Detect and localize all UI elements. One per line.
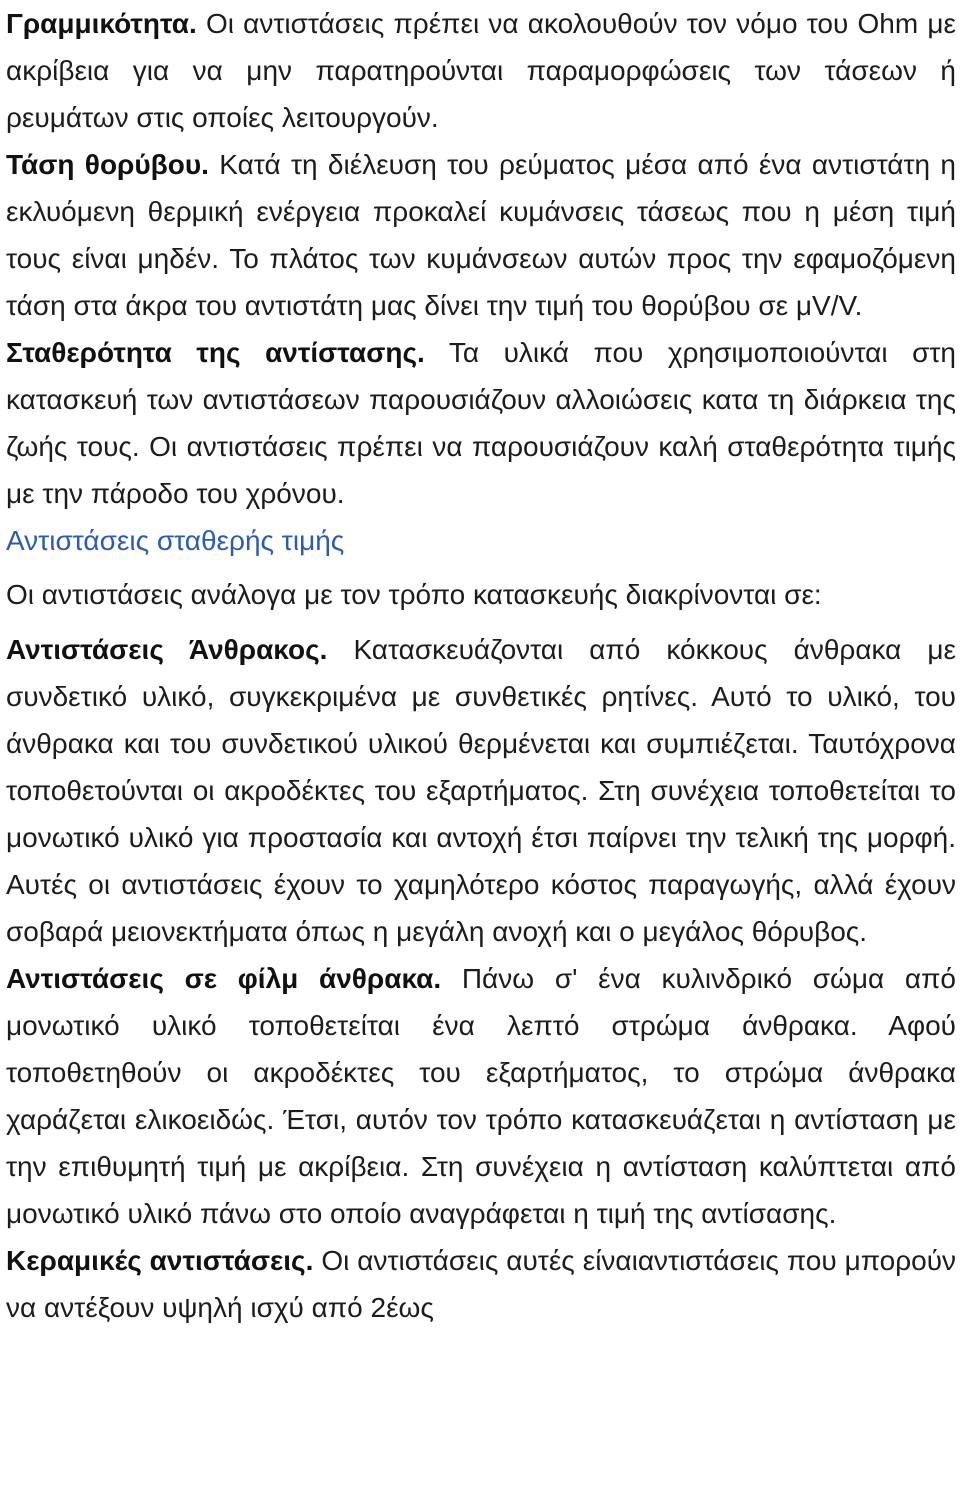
- heading-noise-voltage: Τάση θορύβου.: [6, 149, 209, 180]
- text-carbon-film: Πάνω σ' ένα κυλινδρικό σώμα από μονωτικό υλικό τοποθετείται ένα λεπτό στρώμα άνθρακα. Αφού τοποθετηθούν οι ακροδέκτες του εξαρτήματος, το στρώμα άνθρακα χαράζεται ελικοειδώς. Έτσι, αυτόν τον τρόπο κατασκευάζεται η αντίσταση με την επιθυμητή τιμή με ακρίβεια. Στη συνέχεια η αντίσταση καλύπτεται από μονωτικό υλικό πάνω στο οποίο αναγράφεται η τιμή της αντίσασης.: [6, 963, 956, 1229]
- paragraph-noise-voltage: [6, 141, 956, 329]
- heading-stability: Σταθερότητα της αντίστασης.: [6, 337, 425, 368]
- document-page: [6, 0, 956, 1331]
- heading-linearity: Γραμμικότητα.: [6, 8, 197, 39]
- paragraph-carbon-film: [6, 955, 956, 1237]
- heading-carbon: Αντιστάσεις Άνθρακος.: [6, 634, 328, 665]
- text-carbon: Κατασκευάζονται από κόκκους άνθρακα με συνδετικό υλικό, συγκεκριμένα με συνθετικές ρητίνες. Αυτό το υλικό, του άνθρακα και του συνδετικού υλικού θερμένεται και συμπιέζεται. Ταυτόχρονα τοποθετούνται οι ακροδέκτες του εξαρτήματος. Στη συνέχεια τοποθετείται το μονωτικό υλικό για προστασία και αντοχή έτσι παίρνει την τελική της μορφή. Αυτές οι αντιστάσεις έχουν το χαμηλότερο κόστος παραγωγής, αλλά έχουν σοβαρά μειονεκτήματα όπως η μεγάλη ανοχή και ο μεγάλος θόρυβος.: [6, 634, 956, 947]
- text-stability: Τα υλικά που χρησιμοποιούνται στη κατασκευή των αντιστάσεων παρουσιάζουν αλλοιώσεις κατα τη διάρκεια της ζωής τους. Οι αντιστάσεις πρέπει να παρουσιάζουν καλή σταθερότητα τιμής με την πάροδο του χρόνου.: [6, 337, 956, 509]
- heading-ceramic: Κεραμικές αντιστάσεις.: [6, 1245, 314, 1276]
- paragraph-linearity: [6, 0, 956, 141]
- heading-carbon-film: Αντιστάσεις σε φίλμ άνθρακα.: [6, 963, 442, 994]
- intro-fixed-resistors: Οι αντιστάσεις ανάλογα με τον τρόπο κατασκευής διακρίνονται σε:: [6, 579, 822, 610]
- section-title-fixed-resistors[interactable]: Αντιστάσεις σταθερής τιμής: [6, 525, 345, 556]
- paragraph-stability: [6, 329, 956, 517]
- text-noise-voltage: Κατά τη διέλευση του ρεύματος μέσα από ένα αντιστάτη η εκλυόμενη θερμική ενέργεια προκαλεί κυμάνσεις τάσεως που η μέση τιμή τους είναι μηδέν. Το πλάτος των κυμάνσεων αυτών προς την εφαμοζόμενη τάση στα άκρα του αντιστάτη μας δίνει την τιμή του θορύβου σε μV/V.: [6, 149, 957, 321]
- paragraph-ceramic: [6, 1237, 956, 1331]
- text-ceramic: Οι αντιστάσεις αυτές είναιαντιστάσεις που μπορούν να αντέξουν υψηλή ισχύ από 2έως: [6, 1245, 957, 1323]
- text-linearity: Οι αντιστάσεις πρέπει να ακολουθούν τον νόμο του Ohm με ακρίβεια για να μην παρατηρούνται παραμορφώσεις των τάσεων ή ρευμάτων στις οποίες λειτουργούν.: [6, 8, 956, 133]
- paragraph-carbon: [6, 626, 956, 955]
